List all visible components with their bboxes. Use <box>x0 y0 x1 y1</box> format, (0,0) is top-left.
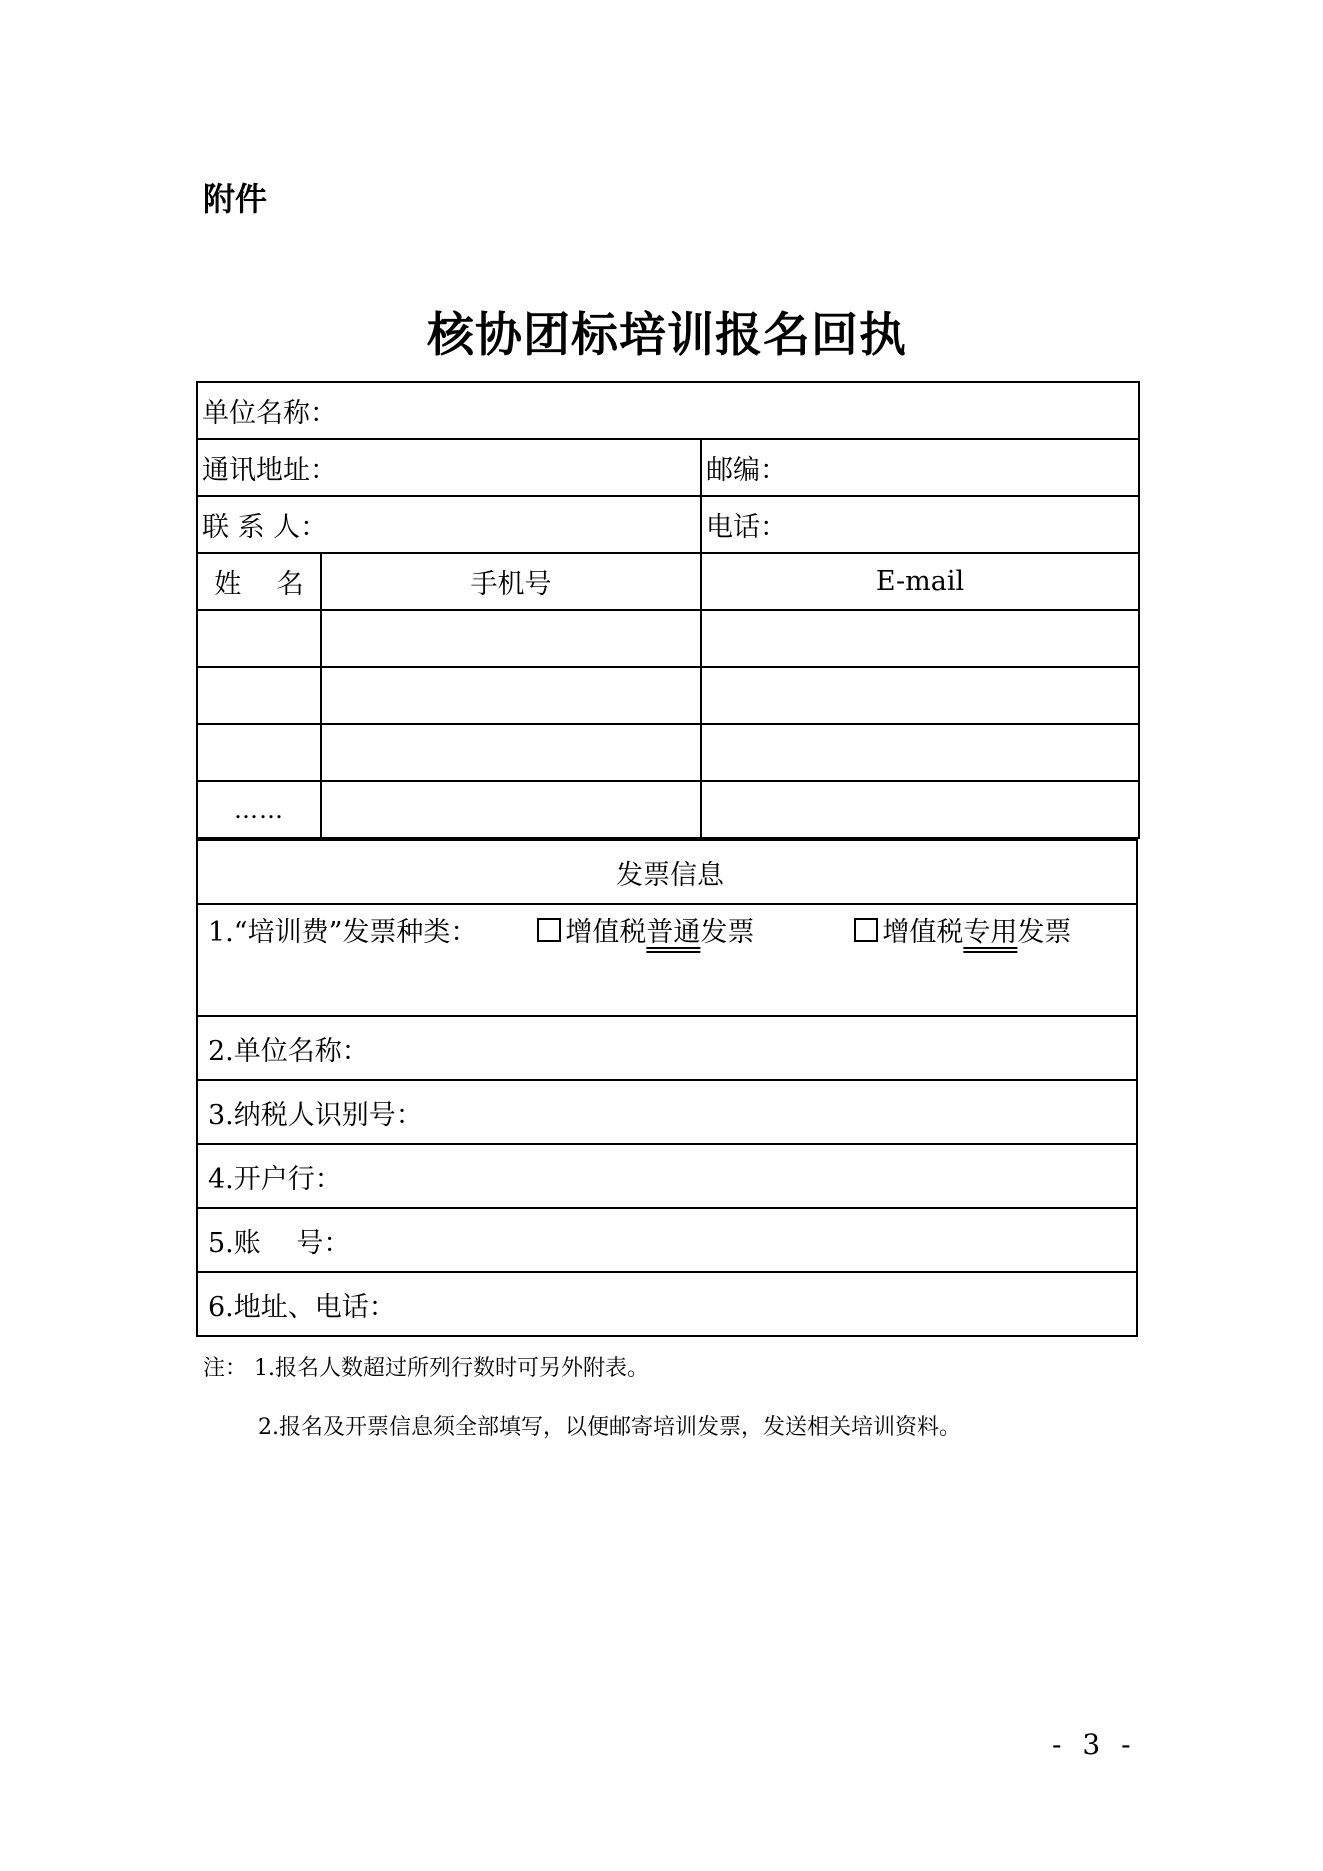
account-row <box>197 1208 1137 1272</box>
bank-field[interactable] <box>197 1144 1137 1208</box>
invoice-heading: 发票信息 <box>197 840 1137 904</box>
attendee-email-cell[interactable] <box>701 667 1139 724</box>
attendee-mobile-cell[interactable] <box>321 724 701 781</box>
attendee-row <box>197 667 1139 724</box>
form-title: 核协团标培训报名回执 <box>427 308 907 363</box>
special-invoice-text-post: 发票 <box>1017 917 1072 948</box>
postcode-label: 邮编： <box>706 455 787 486</box>
unit-name-field[interactable] <box>197 382 1139 439</box>
address-phone-row <box>197 1272 1137 1336</box>
attendee-name-cell[interactable] <box>197 724 321 781</box>
contact-label: 联 系 人： <box>202 512 328 543</box>
column-header-mobile: 手机号 <box>321 553 701 610</box>
special-invoice-text-pre: 增值税 <box>882 917 964 948</box>
address-label: 通讯地址： <box>202 455 337 486</box>
general-invoice-option[interactable] <box>537 917 754 948</box>
special-invoice-checkbox[interactable] <box>854 918 878 942</box>
contact-field[interactable] <box>197 496 701 553</box>
address-field[interactable] <box>197 439 701 496</box>
attendee-email-cell[interactable] <box>701 724 1139 781</box>
general-invoice-text-post: 发票 <box>700 917 755 948</box>
note-line-2: 2.报名及开票信息须全部填写，以便邮寄培训发票，发送相关培训资料。 <box>258 1415 961 1440</box>
bank-row <box>197 1144 1137 1208</box>
attendee-row-more <box>197 781 1139 838</box>
registration-table <box>196 381 1140 839</box>
column-header-email: E-mail <box>701 553 1139 610</box>
unit-name-label: 单位名称： <box>202 398 337 429</box>
special-invoice-option[interactable] <box>854 917 1071 948</box>
taxpayer-id-label: 3.纳税人识别号： <box>208 1099 423 1131</box>
general-invoice-checkbox[interactable] <box>537 918 561 942</box>
attendee-row <box>197 724 1139 781</box>
attendee-mobile-cell[interactable] <box>321 610 701 667</box>
general-invoice-text-underlined: 普通 <box>646 917 701 948</box>
invoice-type-row <box>197 904 1137 1016</box>
invoice-type-label: 1.“培训费”发票种类： <box>208 917 478 948</box>
special-invoice-text-underlined: 专用 <box>963 917 1018 948</box>
invoice-unit-label: 2.单位名称： <box>208 1035 369 1067</box>
attendee-mobile-cell[interactable] <box>321 667 701 724</box>
attendee-name-cell[interactable] <box>197 667 321 724</box>
invoice-unit-row <box>197 1016 1137 1080</box>
attendee-email-cell[interactable] <box>701 610 1139 667</box>
taxpayer-id-row <box>197 1080 1137 1144</box>
more-rows-ellipsis: …… <box>197 781 321 838</box>
attendee-email-cell[interactable] <box>701 781 1139 838</box>
invoice-table <box>196 839 1138 1337</box>
phone-label: 电话： <box>706 512 787 543</box>
unit-name-row <box>197 382 1139 439</box>
address-row <box>197 439 1139 496</box>
account-label: 5.账 号： <box>208 1227 351 1259</box>
account-field[interactable] <box>197 1208 1137 1272</box>
address-phone-label: 6.地址、电话： <box>208 1291 396 1323</box>
attendee-header-row <box>197 553 1139 610</box>
attendee-mobile-cell[interactable] <box>321 781 701 838</box>
invoice-heading-row <box>197 840 1137 904</box>
invoice-unit-field[interactable] <box>197 1016 1137 1080</box>
page-number: - 3 - <box>1052 1728 1137 1761</box>
contact-row <box>197 496 1139 553</box>
bank-label: 4.开户行： <box>208 1163 342 1195</box>
invoice-type-cell <box>197 904 1137 1016</box>
column-header-name: 姓 名 <box>197 553 321 610</box>
taxpayer-id-field[interactable] <box>197 1080 1137 1144</box>
address-phone-field[interactable] <box>197 1272 1137 1336</box>
phone-field[interactable] <box>701 496 1139 553</box>
note-line-1: 注： 1.报名人数超过所列行数时可另外附表。 <box>203 1356 649 1381</box>
postcode-field[interactable] <box>701 439 1139 496</box>
attendee-name-cell[interactable] <box>197 610 321 667</box>
general-invoice-text-pre: 增值税 <box>565 917 647 948</box>
attendee-row <box>197 610 1139 667</box>
attachment-label: 附件 <box>203 180 268 218</box>
